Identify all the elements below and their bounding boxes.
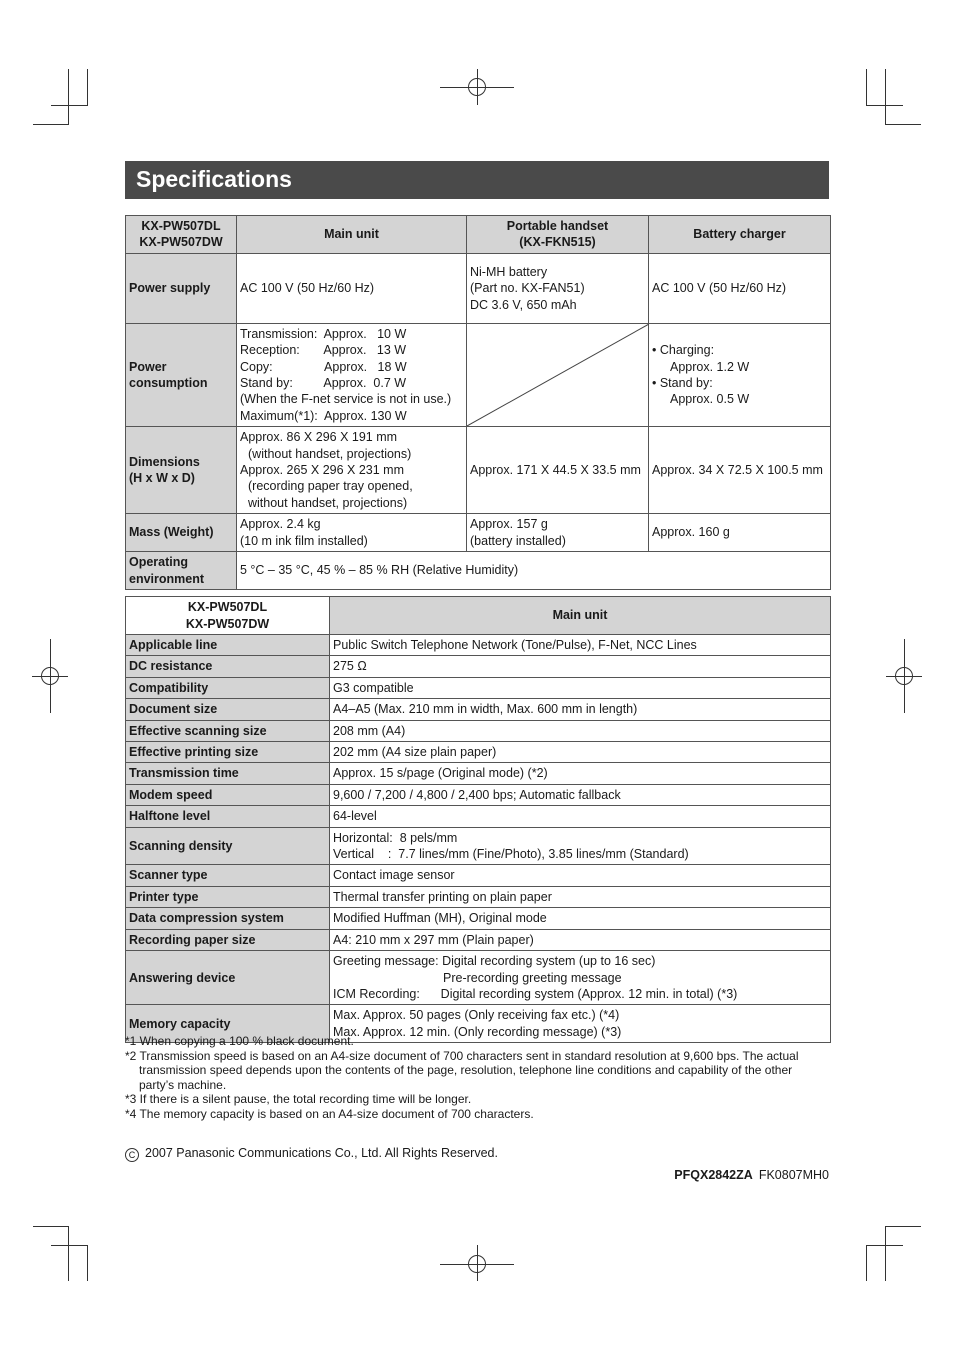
cell (330, 635, 831, 656)
cell (330, 886, 831, 907)
model-header: KX-PW507DL KX-PW507DW (126, 597, 330, 635)
table-row (126, 742, 831, 763)
copyright-notice (125, 1146, 498, 1162)
cell: AC 100 V (50 Hz/60 Hz) (237, 253, 467, 323)
main-unit-header: Main unit (237, 216, 467, 254)
cell: Transmission: Approx. 10 W Reception: Approx. 13 W Copy: Approx. 18 W Stand by: Approx. 0.7 W (When the F-net service is not in use.) Maximum(*1): Approx. 130 W (237, 323, 467, 426)
cell (330, 742, 831, 763)
cell: Ni-MH battery (Part no. KX-FAN51) DC 3.6 V, 650 mAh (467, 253, 649, 323)
table-row (126, 323, 831, 426)
table-row (126, 929, 831, 950)
footnote: *4 The memory capacity is based on an A4-size document of 700 characters. (125, 1106, 534, 1121)
copyright-text: 2007 Panasonic Communications Co., Ltd. All Rights Reserved. (145, 1146, 498, 1160)
row-label: DC resistance (126, 656, 330, 677)
footnote: *2 Transmission speed is based on an A4-size document of 700 characters sent in standard resolution at 9,600 bps. The actual transmission speed depends upon the contents of the page, resolution, telephone line conditions and capability of the other party’s machine. (125, 1048, 799, 1092)
cell: Approx. 34 X 72.5 X 100.5 mm (649, 427, 831, 514)
row-label: Data compression system (126, 908, 330, 929)
row-label: Effective printing size (126, 742, 330, 763)
title-bar (125, 161, 829, 199)
cell: AC 100 V (50 Hz/60 Hz) (649, 253, 831, 323)
table-row (126, 677, 831, 698)
cell (330, 763, 831, 784)
table-row (126, 908, 831, 929)
row-label: Operating environment (126, 552, 237, 590)
cell (330, 677, 831, 698)
row-label: Printer type (126, 886, 330, 907)
row-label: Answering device (126, 951, 330, 1005)
cell-line: Pre-recording greeting message (443, 970, 622, 985)
cell (330, 699, 831, 720)
print-code: FK0807MH0 (758, 1168, 829, 1182)
table-header-row (126, 597, 831, 635)
table-row (126, 886, 831, 907)
table-row (126, 784, 831, 805)
cell-line: ICM Recording: Digital recording system (Approx. 12 min. in total) (*3) (333, 986, 738, 1001)
cell (330, 806, 831, 827)
cell-line: Approx. 15 s/page (Original mode) (*2) (333, 766, 548, 781)
part-number: PFQX2842ZA (674, 1168, 753, 1182)
row-label: Power supply (126, 253, 237, 323)
footnote: *3 If there is a silent pause, the total recording time will be longer. (125, 1092, 472, 1107)
page-title: Specifications (136, 166, 292, 192)
row-label: Scanner type (126, 865, 330, 886)
copyright-icon: C (125, 1148, 139, 1162)
cell-line: 64-level (333, 809, 377, 824)
main-unit-header: Main unit (330, 597, 831, 635)
table-row (126, 427, 831, 514)
table-row (126, 720, 831, 741)
cell-line: Max. Approx. 50 pages (Only receiving fax etc.) (*4) (333, 1008, 620, 1023)
cell-line: Public Switch Telephone Network (Tone/Pulse), F-Net, NCC Lines (333, 638, 697, 652)
table-row (126, 827, 831, 865)
cell (330, 720, 831, 741)
table-row (126, 951, 831, 1005)
cell (330, 784, 831, 805)
row-label: Scanning density (126, 827, 330, 865)
footnote: *1 When copying a 100 % black document. (125, 1034, 354, 1048)
cell: Approx. 157 g (battery installed) (467, 514, 649, 552)
cell-line: Contact image sensor (333, 868, 455, 883)
cell-line: Greeting message: Digital recording system (up to 16 sec) (333, 954, 656, 969)
row-label: Applicable line (126, 635, 330, 656)
cell (330, 951, 831, 1005)
cell (330, 929, 831, 950)
cell-line: 275 Ω (333, 659, 367, 674)
cell-line: Max. Approx. 12 min. (Only recording message) (*3) (333, 1024, 622, 1039)
spec-table-main (125, 596, 831, 1043)
table-row (126, 253, 831, 323)
table-row (126, 552, 831, 590)
table-row (126, 865, 831, 886)
row-label: Recording paper size (126, 929, 330, 950)
cell (330, 908, 831, 929)
table-row (126, 763, 831, 784)
cell-line: A4–A5 (Max. 210 mm in width, Max. 600 mm in length) (333, 702, 638, 717)
cell-line: A4: 210 mm x 297 mm (Plain paper) (333, 932, 534, 947)
cell: • Charging: Approx. 1.2 W • Stand by: Approx. 0.5 W (649, 323, 831, 426)
cell-line: 208 mm (A4) (333, 723, 406, 738)
spec-table-units (125, 215, 831, 590)
model-header: KX-PW507DL KX-PW507DW (126, 216, 237, 254)
cell-line: Thermal transfer printing on plain paper (333, 889, 552, 904)
row-label: Halftone level (126, 806, 330, 827)
table-row (126, 806, 831, 827)
cell: Approx. 2.4 kg (10 m ink film installed) (237, 514, 467, 552)
row-label: Effective scanning size (126, 720, 330, 741)
cell: Approx. 160 g (649, 514, 831, 552)
row-label: Modem speed (126, 784, 330, 805)
document-code (674, 1168, 829, 1182)
cell-line: Modified Huffman (MH), Original mode (333, 911, 547, 926)
table-row (126, 635, 831, 656)
cell-line: G3 compatible (333, 680, 414, 695)
cell: Approx. 171 X 44.5 X 33.5 mm (467, 427, 649, 514)
row-label: Transmission time (126, 763, 330, 784)
table-row (126, 656, 831, 677)
row-label: Power consumption (126, 323, 237, 426)
row-label: Dimensions (H x W x D) (126, 427, 237, 514)
table-body (126, 635, 831, 1043)
cell (330, 865, 831, 886)
cell (330, 656, 831, 677)
table-row (126, 699, 831, 720)
charger-header: Battery charger (649, 216, 831, 254)
row-label: Mass (Weight) (126, 514, 237, 552)
handset-header: Portable handset (KX-FKN515) (467, 216, 649, 254)
cell: Approx. 86 X 296 X 191 mm (without handset, projections) Approx. 265 X 296 X 231 mm (recording paper tray opened, without handset, projections) (237, 427, 467, 514)
cell: 5 °C – 35 °C, 45 % – 85 % RH (Relative Humidity) (237, 552, 831, 590)
row-label: Document size (126, 699, 330, 720)
row-label: Compatibility (126, 677, 330, 698)
cell (330, 827, 831, 865)
cell-line: Horizontal: 8 pels/mm (333, 830, 458, 845)
cell-line: Vertical : 7.7 lines/mm (Fine/Photo), 3.85 lines/mm (Standard) (333, 847, 689, 862)
footnotes (125, 1034, 829, 1122)
row-label: Memory capacity (126, 1005, 330, 1043)
cell-line: 9,600 / 7,200 / 4,800 / 2,400 bps; Automatic fallback (333, 787, 621, 802)
table-row (126, 514, 831, 552)
cell-line: 202 mm (A4 size plain paper) (333, 745, 497, 760)
diagonal-slash (467, 324, 649, 426)
table-header-row (126, 216, 831, 254)
not-applicable-cell (467, 323, 649, 426)
